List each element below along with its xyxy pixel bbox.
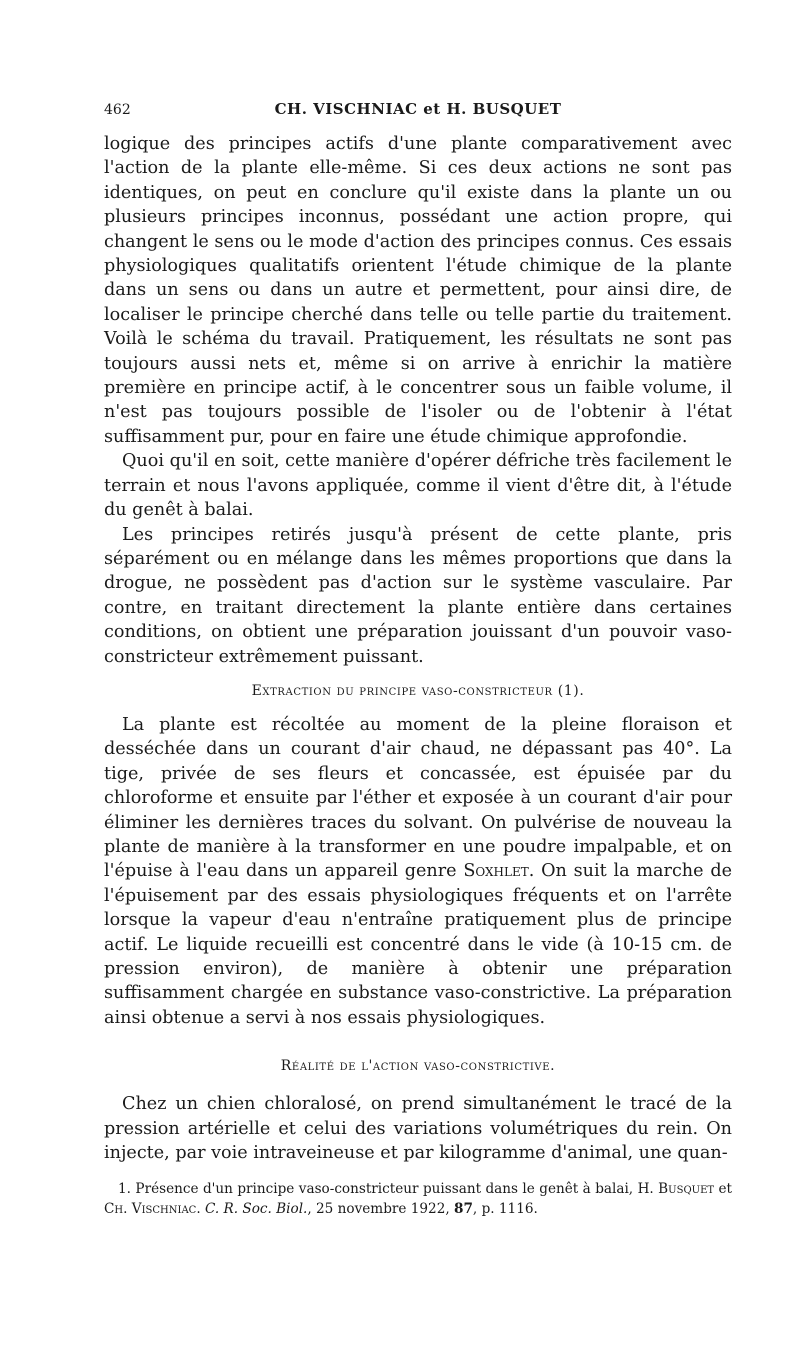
footnote-author-2: Ch. Vischniac. xyxy=(104,1201,201,1218)
footnote-author-1: H. Busquet xyxy=(637,1181,715,1198)
footnote-volume: 87 xyxy=(454,1201,473,1218)
section-heading-extraction-text: Extraction du principe vaso-constricteur xyxy=(251,682,553,699)
section-heading-extraction xyxy=(104,683,732,699)
paragraph-reality: Chez un chien chloralosé, on prend simultanément le tracé de la pression artérielle et celui des variations volumétriques du rein. On injecte, par voie intraveineuse et par kilogramme d'animal, une quan- xyxy=(104,1094,732,1164)
soxhlet-term: Soxhlet xyxy=(463,861,529,882)
paragraph-3: Les principes retirés jusqu'à présent de cette plante, pris séparément ou en mélange dans les mêmes proportions que dans la drogue, ne possèdent pas d'action sur le système vasculaire. Par contre, en traitant directement la plante entière dans certaines conditions, on obtient une préparation jouissant d'un pouvoir vaso-constricteur extrêmement puissant. xyxy=(104,524,732,667)
footnote-reference: (1). xyxy=(557,682,585,699)
extraction-text-part2: . On suit la marche de l'épuisement par des essais physiologiques fréquents et on l'arrête lorsque la vapeur d'eau n'entraîne pratiquement plus de principe actif. Le liquide recueilli est concentré dans le vide (à 10-15 cm. de pression environ), de manière à obtenir une préparation suffisamment chargée en substance vaso-constrictive. La préparation ainsi obtenue a servi à nos essais physiologiques. xyxy=(104,861,732,1028)
footnote-date: , 25 novembre 1922, xyxy=(307,1201,450,1218)
running-title: CH. VISCHNIAC et H. BUSQUET xyxy=(274,100,562,118)
footnote xyxy=(104,1179,732,1219)
paragraph-2: Quoi qu'il en soit, cette manière d'opérer défriche très facilement le terrain et nous l'avons appliquée, comme il vient d'être dit, à l'étude du genêt à balai. xyxy=(104,451,732,521)
page-number: 462 xyxy=(104,102,131,118)
page xyxy=(104,96,732,1219)
footnote-pages: , p. 1116. xyxy=(472,1201,538,1218)
footnote-and: et xyxy=(718,1181,732,1198)
footnote-number: 1. xyxy=(118,1181,131,1198)
extraction-text-part1: La plante est récoltée au moment de la pleine floraison et desséchée dans un courant d'air chaud, ne dépassant pas 40°. La tige, privée de ses fleurs et concassée, est épuisée par du chloroforme et ensuite par l'éther et exposée à un courant d'air pour éliminer les dernières traces du solvant. On pulvérise de nouveau la plante de manière à la transformer en une poudre impalpable, et on l'épuise à l'eau dans un appareil genre xyxy=(104,714,732,882)
footnote-journal: C. R. Soc. Biol. xyxy=(204,1201,308,1218)
paragraph-1: logique des principes actifs d'une plante comparativement avec l'action de la plante elle-même. Si ces deux actions ne sont pas identiques, on peut en conclure qu'il existe dans la plante un ou plusieurs principes inconnus, possédant une action propre, qui changent le sens ou le mode d'action des principes connus. Ces essais physiologiques qualitatifs orientent l'étude chimique de la plante dans un sens ou dans un autre et permettent, pour ainsi dire, de localiser le principe cherché dans telle ou telle partie du traitement. Voilà le schéma du travail. Pratiquement, les résultats ne sont pas toujours aussi nets et, même si on arrive à enrichir la matière première en principe actif, à le concentrer sous un faible volume, il n'est pas toujours possible de l'isoler ou de l'obtenir à l'état suffisamment pur, pour en faire une étude chimique approfondie. xyxy=(104,134,732,447)
running-head xyxy=(104,96,732,132)
body-text xyxy=(104,132,732,1219)
paragraph-extraction xyxy=(104,713,732,1030)
footnote-text: Présence d'un principe vaso-constricteur puissant dans le genêt à balai, xyxy=(135,1181,634,1198)
section-heading-reality: Réalité de l'action vaso-constrictive. xyxy=(280,1058,556,1075)
